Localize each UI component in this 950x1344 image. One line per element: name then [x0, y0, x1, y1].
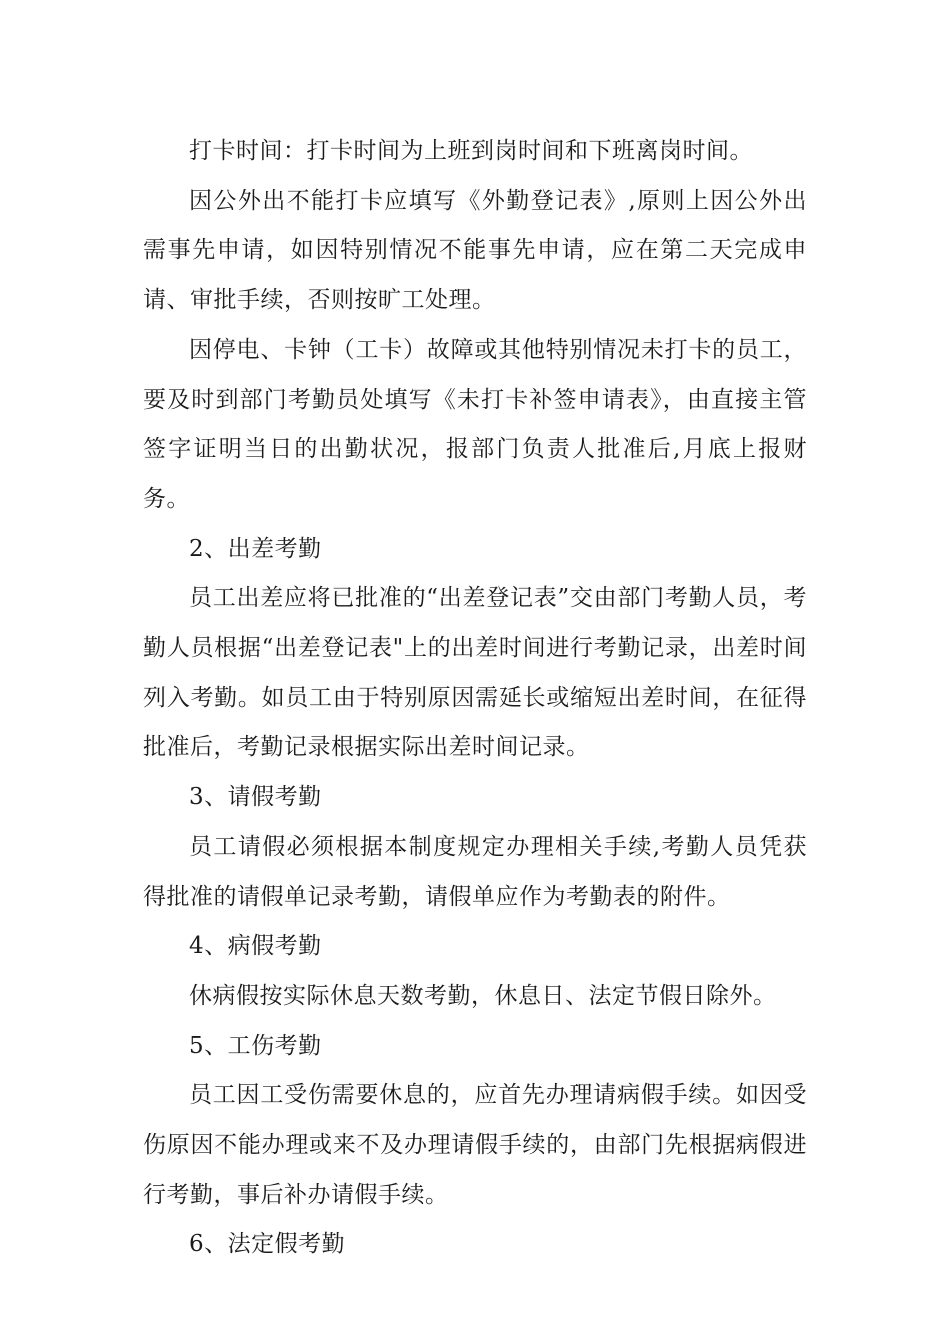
- paragraph-clock-in-time: 打卡时间：打卡时间为上班到岗时间和下班离岗时间。: [189, 138, 753, 164]
- heading-sick-leave-attendance: 4、病假考勤: [189, 933, 322, 960]
- paragraph-business-trip: 员工出差应将已批准的“出差登记表”交由部门考勤人员，考勤人员根据“出差登记表"上的出差时间进行考勤记录，出差时间列入考勤。如员工由于特别原因需延长或缩短出差时间，在征得批准后，考勤记录根据实际出差时间记录。: [143, 585, 807, 761]
- document-body: [143, 127, 807, 1270]
- heading-leave-attendance: 3、请假考勤: [189, 784, 322, 811]
- paragraph-sick-leave: 休病假按实际休息天数考勤，休息日、法定节假日除外。: [189, 982, 777, 1009]
- heading-statutory-holiday-attendance: 6、法定假考勤: [189, 1231, 346, 1258]
- heading-business-trip-attendance: 2、出差考勤: [189, 535, 322, 562]
- heading-work-injury-attendance: 5、工伤考勤: [189, 1032, 322, 1059]
- paragraph-leave: 员工请假必须根据本制度规定办理相关手续,考勤人员凭获得批准的请假单记录考勤，请假单应作为考勤表的附件。: [143, 833, 807, 910]
- paragraph-missed-clock-in: 因停电、卡钟（工卡）故障或其他特别情况未打卡的员工，要及时到部门考勤员处填写《未打卡补签申请表》，由直接主管签字证明当日的出勤状况，报部门负责人批准后,月底上报财务。: [143, 336, 807, 512]
- paragraph-field-work-registration: 因公外出不能打卡应填写《外勤登记表》,原则上因公外出需事先申请，如因特别情况不能事先申请，应在第二天完成申请、审批手续，否则按旷工处理。: [143, 187, 807, 314]
- paragraph-work-injury: 员工因工受伤需要休息的，应首先办理请病假手续。如因受伤原因不能办理或来不及办理请假手续的，由部门先根据病假进行考勤，事后补办请假手续。: [143, 1082, 807, 1208]
